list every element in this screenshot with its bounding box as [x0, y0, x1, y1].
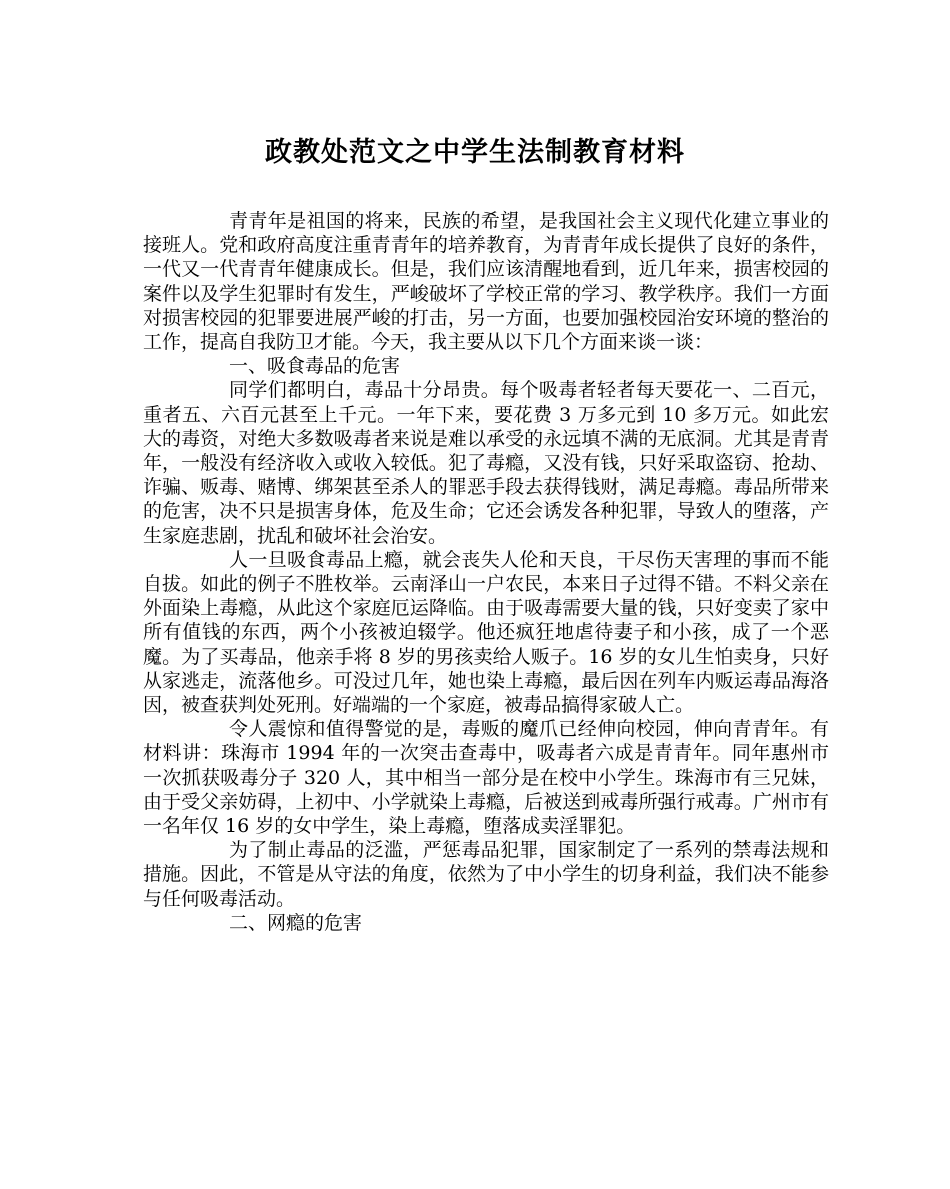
- paragraph-drug-campus: 令人震惊和值得警觉的是，毒贩的魔爪已经伸向校园，伸向青青年。有材料讲：珠海市 1994 年的一次突击查毒中，吸毒者六成是青青年。同年惠州市一次抓获吸毒分子 320 人，其中相当一部分是在校中小学生。珠海市有三兄妹，由于受父亲妨碍，上初中、小学就染上毒瘾，后被送到戒毒所强行戒毒。广州市有一名年仅 16 岁的女中学生，染上毒瘾，堕落成卖淫罪犯。: [143, 718, 829, 838]
- paragraph-intro: 青青年是祖国的将来，民族的希望，是我国社会主义现代化建立事业的接班人。党和政府高度注重青青年的培养教育，为青青年成长提供了良好的条件，一代又一代青青年健康成长。但是，我们应该清醒地看到，近几年来，损害校园的案件以及学生犯罪时有发生，严峻破坏了学校正常的学习、教学秩序。我们一方面对损害校园的犯罪要进展严峻的打击，另一方面，也要加强校园治安环境的整治的工作，提高自我防卫才能。今天，我主要从以下几个方面来谈一谈：: [143, 210, 829, 354]
- section-heading-internet-addiction: 二、网瘾的危害: [229, 911, 363, 934]
- paragraph-drug-law: 为了制止毒品的泛滥，严惩毒品犯罪，国家制定了一系列的禁毒法规和措施。因此，不管是从守法的角度，依然为了中小学生的切身利益，我们决不能参与任何吸毒活动。: [143, 839, 829, 910]
- section-heading-drugs: 一、吸食毒品的危害: [229, 355, 401, 378]
- paragraph-drug-cost: 同学们都明白，毒品十分昂贵。每个吸毒者轻者每天要花一、二百元，重者五、六百元甚至上千元。一年下来，要花费 3 万多元到 10 多万元。如此宏大的毒资，对绝大多数吸毒者来说是难以承受的永远填不满的无底洞。尤其是青青年，一般没有经济收入或收入较低。犯了毒瘾，又没有钱，只好采取盗窃、抢劫、诈骗、贩毒、赌博、绑架甚至杀人的罪恶手段去获得钱财，满足毒瘾。毒品所带来的危害，决不只是损害身体，危及生命；它还会诱发各种犯罪，导致人的堕落，产生家庭悲剧，扰乱和破坏社会治安。: [143, 379, 829, 547]
- document-title: 政教处范文之中学生法制教育材料: [265, 137, 685, 168]
- document-body: [143, 209, 829, 935]
- paragraph-drug-family-case: 人一旦吸食毒品上瘾，就会丧失人伦和天良，干尽伤天害理的事而不能自拔。如此的例子不胜枚举。云南泽山一户农民，本来日子过得不错。不料父亲在外面染上毒瘾，从此这个家庭厄运降临。由于吸毒需要大量的钱，只好变卖了家中所有值钱的东西，两个小孩被迫辍学。他还疯狂地虐待妻子和小孩，成了一个恶魔。为了买毒品，他亲手将 8 岁的男孩卖给人贩子。16 岁的女儿生怕卖身，只好从家逃走，流落他乡。可没过几年，她也染上毒瘾，最后因在列车内贩运毒品海洛因，被查获判处死刑。好端端的一个家庭，被毒品搞得家破人亡。: [143, 548, 829, 717]
